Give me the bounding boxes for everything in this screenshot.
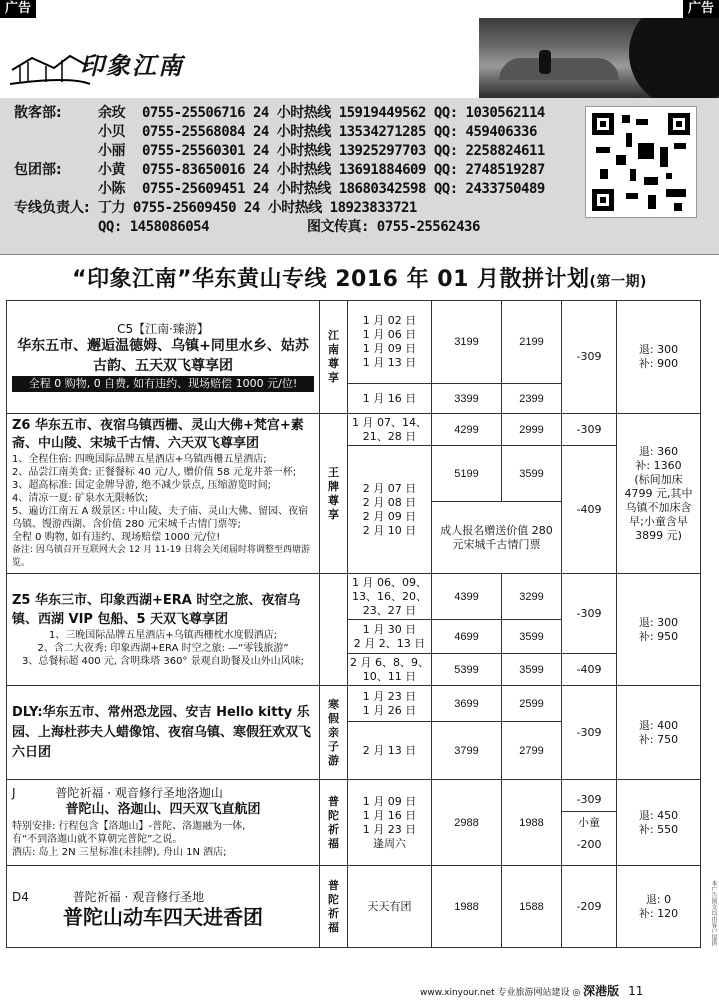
table-row: 2 月 6、8、9、 10、11 日 5399 3599 -409 [7, 654, 701, 686]
route-dly: DLY:华东五市、常州恐龙园、安吉 Hello kitty 乐园、上海杜莎夫人蜡像馆、夜宿乌镇、寒假狂欢双飞六日团 [7, 686, 320, 780]
qr-code-icon [585, 106, 697, 218]
table-row: Z5 华东三市、印象西湖+ERA 时空之旅、夜宿乌镇、西湖 VIP 包船、5 天双飞尊享团 1、三晚国际品牌五星酒店+乌镇西栅枕水度假酒店; 2、含二大夜秀: 印象西湖+ERA 时空之旅: —“零钱旅游” 3、总餐标超 400 元, 含明珠塔 360° 景观自助餐及山外山风味; 1 月 06、09、 13、16、20、 23、27 日 4399 3299 -309 退: 300 补: 950 [7, 574, 701, 620]
table-row: 2 月 07 日 2 月 08 日 2 月 09 日 2 月 10 日 5199 3599 -409 [7, 446, 701, 502]
header [0, 18, 719, 255]
page-title: “印象江南”华东黄山专线 2016 年 01 月散拼计划(第一期) [72, 267, 647, 292]
table-row: D4 普陀祈福 · 观音修行圣地 普陀山动车四天进香团 普 陀 祈 福 天天有团 1988 1588 -209 退: 0 补: 120 [7, 866, 701, 948]
contact-row: 小陈 0755-25609451 24 小时热线 18680342598 QQ: 2433750489 [98, 181, 545, 197]
contact-row: 小丽 0755-25560301 24 小时热线 13925297703 QQ: 2258824611 [98, 143, 545, 159]
table-row: Z6 华东五市、夜宿乌镇西栅、灵山大佛+梵宫+素斋、中山陵、宋城千古情、六天双飞尊享团 1、全程住宿: 四晚国际品牌五星酒店+乌镇西栅五星酒店; 2、品尝江南美食: 正餐餐标 40 元/人, 赠价值 58 元龙井茶一杯; 3、超高标准: 国定金牌导游, 绝不减少景点, 压缩游览时间; 4、清凉一夏: 矿泉水无限畅饮; 5、遍访江南五 A 级景区: 中山陵、夫子庙、灵山大佛、留园、夜宿乌镇、馒游西湖、含价值 280 元宋城千古情门票等; 全程 0 购物, 如有违约、现场赔偿 1000 元/位! 备注: 因乌镇召开互联网大会 12 月 11-19 日将会关闭届时将调整至西塘游览。 王 牌 尊 享 1 月 07、14、 21、28 日 4299 2999 -309 退: 360 补: 1360 (标间加床 4799 元,其中乌镇不加床含早;小童含早 3899 元) [7, 414, 701, 446]
side-note: 本广告图文均由客户提供 [710, 880, 717, 946]
contact-row: 散客部: 余玫 0755-25506716 24 小时热线 15919449562 QQ: 1030562114 [14, 105, 545, 121]
brand-name: 印象江南 [80, 51, 184, 80]
table-row: 成人报名赠送价值 280 元宋城千古情门票 [7, 502, 701, 574]
banner [0, 18, 719, 98]
route-c5: C5【江南·臻游】 华东五市、邂逅温德姆、乌镇+同里水乡、姑苏古韵、五天双飞尊享团 全程 0 购物, 0 自费, 如有违约、现场赔偿 1000 元/位! [7, 301, 320, 414]
footer-site-link[interactable]: www.xinyour.net 专业旅游网站建设 [420, 988, 570, 998]
contact-row: QQ: 1458086054 图文传真: 0755-25562436 [98, 219, 480, 235]
table-row: 2 月 13 日 3799 2799 [7, 722, 701, 780]
table-row: J 普陀祈福 · 观音修行圣地洛迦山 普陀山、洛迦山、四天双飞直航团 特别安排: 行程包含【洛迦山】-普陀、洛迦融为一体, 有“不到洛迦山就不算朝完普陀”之说。 酒店: 岛上 2N 三星标准(未挂牌), 舟山 1N 酒店; 普 陀 祈 福 1 月 09 日 1 月 16 日 1 月 23 日 逢周六 2988 1988 -309 小童 -200 退: 450 补: 550 [7, 780, 701, 866]
route-z5: Z5 华东三市、印象西湖+ERA 时空之旅、夜宿乌镇、西湖 VIP 包船、5 天双飞尊享团 1、三晚国际品牌五星酒店+乌镇西栅枕水度假酒店; 2、含二大夜秀: 印象西湖+ERA 时空之旅: —“零钱旅游” 3、总餐标超 400 元, 含明珠塔 360° 景观自助餐及山外山风味; [7, 574, 320, 686]
contact-row: 包团部: 小黄 0755-83650016 24 小时热线 13691884609 QQ: 2748519287 [14, 162, 545, 178]
route-z6: Z6 华东五市、夜宿乌镇西栅、灵山大佛+梵宫+素斋、中山陵、宋城千古情、六天双飞尊享团 1、全程住宿: 四晚国际品牌五星酒店+乌镇西栅五星酒店; 2、品尝江南美食: 正餐餐标 40 元/人, 赠价值 58 元龙井茶一杯; 3、超高标准: 国定金牌导游, 绝不减少景点, 压缩游览时间; 4、清凉一夏: 矿泉水无限畅饮; 5、遍访江南五 A 级景区: 中山陵、夫子庙、灵山大佛、留园、夜宿乌镇、馒游西湖、含价值 280 元宋城千古情门票等; 全程 0 购物, 如有违约、现场赔偿 1000 元/位! 备注: 因乌镇召开互联网大会 12 月 11-19 日将会关闭届时将调整至西塘游览。 [7, 414, 320, 574]
globe-icon: ◎ [572, 988, 581, 998]
route-d4: D4 普陀祈福 · 观音修行圣地 普陀山动车四天进香团 [7, 866, 320, 948]
table-row: C5【江南·臻游】 华东五市、邂逅温德姆、乌镇+同里水乡、姑苏古韵、五天双飞尊享团 全程 0 购物, 0 自费, 如有违约、现场赔偿 1000 元/位! 江 南 尊 享 1 月 02 日 1 月 06 日 1 月 09 日 1 月 13 日 3199 2199 -309 退: 300 补: 900 [7, 301, 701, 384]
contact-row: 小贝 0755-25568084 24 小时热线 13534271285 QQ: 459406336 [98, 124, 537, 140]
ad-label-right: 广告 [683, 0, 719, 18]
table-row: DLY:华东五市、常州恐龙园、安吉 Hello kitty 乐园、上海杜莎夫人蜡像馆、夜宿乌镇、寒假狂欢双飞六日团 寒 假 亲 子 游 1 月 23 日 1 月 26 日 3699 2599 -309 退: 400 补: 750 [7, 686, 701, 722]
contacts-block [14, 104, 574, 237]
schedule-table [6, 300, 701, 948]
banner-photo [479, 18, 719, 98]
table-row: 1 月 16 日 3399 2399 [7, 384, 701, 414]
page-number: 11 [628, 984, 644, 998]
footer-edition: 深港版 [583, 984, 620, 998]
table-row: 1 月 30 日 2 月 2、13 日 4699 3599 [7, 620, 701, 654]
footer [420, 982, 643, 999]
ad-label-left: 广告 [0, 0, 36, 18]
route-j: J 普陀祈福 · 观音修行圣地洛迦山 普陀山、洛迦山、四天双飞直航团 特别安排: 行程包含【洛迦山】-普陀、洛迦融为一体, 有“不到洛迦山就不算朝完普陀”之说。 酒店: 岛上 2N 三星标准(未挂牌), 舟山 1N 酒店; [7, 780, 320, 866]
contact-row: 专线负责人: 丁力 0755-25609450 24 小时热线 18923833721 [14, 200, 417, 216]
